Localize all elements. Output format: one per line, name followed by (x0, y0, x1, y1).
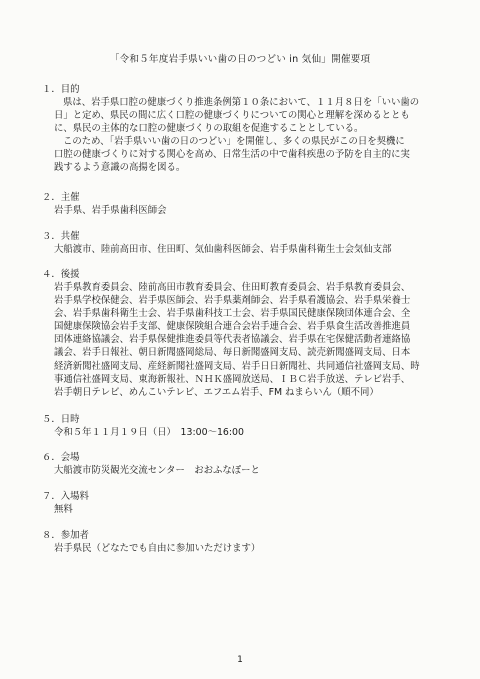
section-organizer (42, 191, 452, 217)
section-body (42, 503, 452, 516)
page-number: 1 (237, 655, 243, 665)
body-line: 日」と定め、県民の間に広く口腔の健康づくりについての関心と理解を深めるととも (54, 110, 410, 122)
body-line: 県は、岩手県口腔の健康づくり推進条例第１０条において、１１月８日を「いい歯の (63, 97, 420, 108)
section-heading: １．目的 (42, 84, 80, 95)
body-line: 無料 (54, 504, 73, 515)
section-co-organizer (42, 230, 452, 256)
document-title: 「令和５年度岩手県いい歯の日のつどい in 気仙」開催要項 (109, 54, 371, 65)
section-date-time (42, 413, 452, 439)
body-line: 岩手県教育委員会、陸前高田市教育委員会、住田町教育委員会、岩手県教育委員会、 (54, 282, 411, 293)
section-sponsors (42, 268, 452, 399)
section-heading: ５．日時 (42, 414, 80, 425)
body-line: 岩手県、岩手県歯科医師会 (54, 205, 167, 216)
section-heading: ２．主催 (42, 192, 80, 203)
section-heading: ６．会場 (42, 452, 80, 463)
section-body (42, 542, 452, 555)
section-participants (42, 529, 452, 555)
section-body (42, 243, 452, 256)
section-admission-fee (42, 490, 452, 516)
body-line: 令和５年１１月１９日（日） 13:00～16:00 (54, 427, 244, 438)
section-heading: ４．後援 (42, 269, 80, 280)
body-line: 議会、岩手日報社、朝日新聞盛岡総局、毎日新聞盛岡支局、読売新聞盛岡支局、日本 (54, 347, 411, 359)
body-line: 経済新聞社盛岡支局、産経新聞社盛岡支局、岩手日日新聞社、共同通信社盛岡支局、時 (54, 360, 420, 372)
section-purpose (42, 83, 452, 175)
section-heading: ３．共催 (42, 231, 80, 242)
section-body (42, 464, 452, 477)
body-line: 岩手県民（どなたでも自由に参加いただけます） (54, 543, 261, 554)
section-body (42, 96, 452, 175)
body-line: 団体連絡協議会、岩手県保健推進委員等代表者協議会、岩手県在宅保健活動者連絡協 (54, 334, 411, 346)
body-line: 事通信社盛岡支局、東海新報社、ＮＨＫ盛岡放送局、ＩＢＣ岩手放送、テレビ岩手、 (54, 373, 411, 385)
section-body (42, 204, 452, 217)
body-line: 国健康保険協会岩手支部、健康保険組合連合会岩手連合会、岩手県食生活改善推進員 (54, 321, 411, 333)
body-line: 口腔の健康づくりに対する関心を高め、日常生活の中で歯科疾患の予防を自主的に実 (54, 149, 410, 161)
body-line: 岩手朝日テレビ、めんこいテレビ、エフエム岩手、FM ねまらいん（順不同） (54, 386, 379, 398)
section-body (42, 426, 452, 439)
body-line: 践するよう意識の高揚を図る。 (54, 162, 186, 174)
body-line: 岩手県学校保健会、岩手県医師会、岩手県薬剤師会、岩手県看護協会、岩手県栄養士 (54, 295, 411, 307)
section-heading: ８．参加者 (42, 530, 89, 541)
body-line: 大船渡市防災観光交流センター おおふなぽーと (54, 465, 260, 476)
body-line: このため、「岩手県いい歯の日のつどい」を開催し、多くの県民がこの日を契機に (63, 136, 405, 148)
section-heading: ７．入場料 (42, 491, 89, 502)
body-line: 会、岩手県歯科衛生士会、岩手県歯科技工士会、岩手県国民健康保険団体連合会、全 (54, 308, 411, 320)
section-body (42, 281, 452, 399)
body-line: 大船渡市、陸前高田市、住田町、気仙歯科医師会、岩手県歯科衛生士会気仙支部 (54, 244, 392, 255)
body-line: に、県民の主体的な口腔の健康づくりの取組を促進することとしている。 (54, 123, 364, 135)
section-venue (42, 451, 452, 477)
